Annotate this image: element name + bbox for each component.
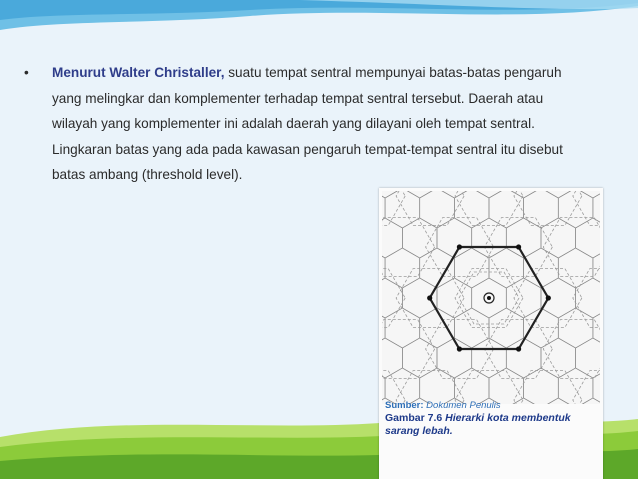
bold-lead-text: Menurut Walter Christaller,	[52, 65, 225, 80]
central-place-hexagon-map	[382, 191, 600, 404]
source-label: Sumber:	[385, 400, 424, 411]
bullet-marker: •	[24, 65, 29, 80]
main-paragraph	[24, 60, 584, 188]
figure-caption	[385, 400, 599, 438]
source-value: Dokumen Penulis	[423, 400, 501, 411]
honeycomb-figure	[379, 188, 603, 479]
top-decorative-wave	[0, 0, 638, 60]
paragraph-text	[52, 60, 584, 188]
source-line	[385, 400, 599, 412]
central-place-dot	[487, 296, 491, 300]
figure-number: Gambar 7.6	[385, 412, 443, 424]
figure-title-line	[385, 412, 599, 438]
body-text: suatu tempat sentral mempunyai batas-batas pengaruh yang melingkar dan komplementer terhadap tempat sentral tersebut. Daerah atau wilayah yang komplementer ini adalah daerah yang dilayani oleh tempat sentral. Lingkaran batas yang ada pada kawasan pengaruh tempat-tempat sentral itu disebut batas ambang (threshold level).	[52, 65, 563, 182]
figure-title: Hierarki kota membentuk sarang lebah.	[385, 412, 571, 437]
